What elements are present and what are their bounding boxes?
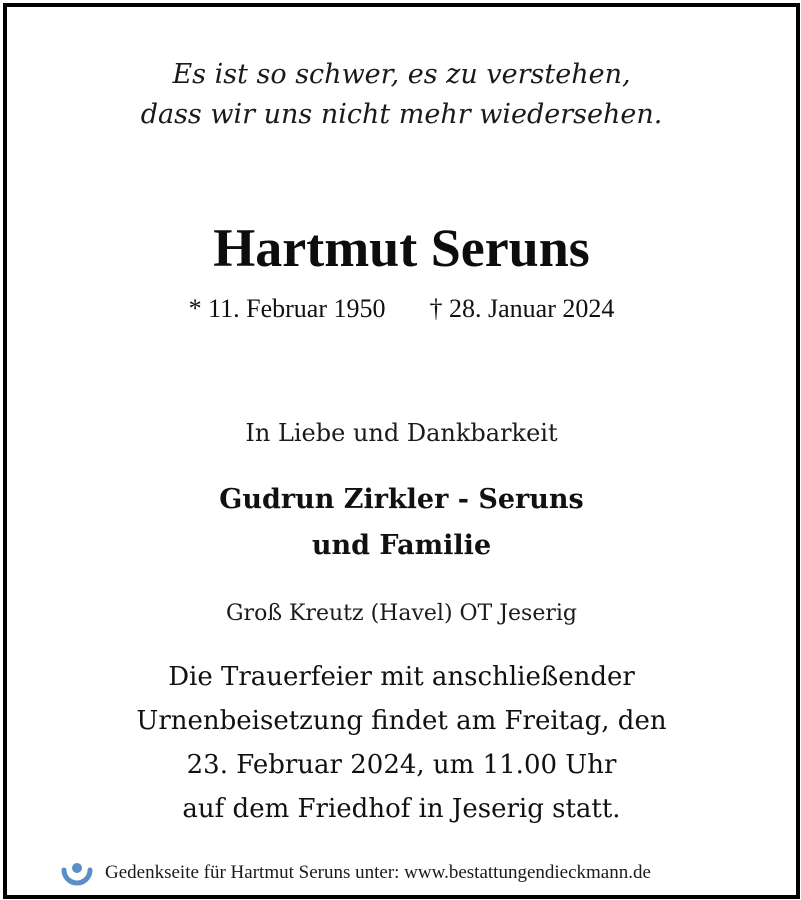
service-line-4: auf dem Friedhof in Jeserig statt. [182, 794, 621, 824]
mourners [7, 477, 796, 569]
mourner-name: Gudrun Zirkler - Seruns [219, 484, 584, 515]
death-date: † 28. Januar 2024 [429, 294, 615, 323]
motto-line-2: dass wir uns nicht mehr wiedersehen. [140, 99, 663, 130]
motto-line-1: Es ist so schwer, es zu verstehen, [172, 59, 631, 90]
memorial-logo-icon [57, 853, 97, 893]
obituary-frame [3, 3, 800, 899]
memorial-page-footer[interactable] [57, 853, 651, 893]
service-line-3: 23. Februar 2024, um 11.00 Uhr [186, 750, 617, 780]
life-dates [7, 292, 796, 326]
dedication-text: In Liebe und Dankbarkeit [245, 419, 558, 447]
service-line-1: Die Trauerfeier mit anschließender [168, 662, 635, 692]
memorial-page-link-text[interactable]: Gedenkseite für Hartmut Seruns unter: www.bestattungendieckmann.de [105, 862, 651, 883]
funeral-service-info [7, 655, 796, 831]
birth-date: * 11. Februar 1950 [188, 294, 386, 323]
deceased-name: Hartmut Seruns [213, 218, 590, 278]
service-line-2: Urnenbeisetzung findet am Freitag, den [136, 706, 667, 736]
mourner-family: und Familie [311, 530, 492, 561]
mourner-location: Groß Kreutz (Havel) OT Jeserig [225, 601, 578, 626]
motto-verse [7, 55, 796, 135]
